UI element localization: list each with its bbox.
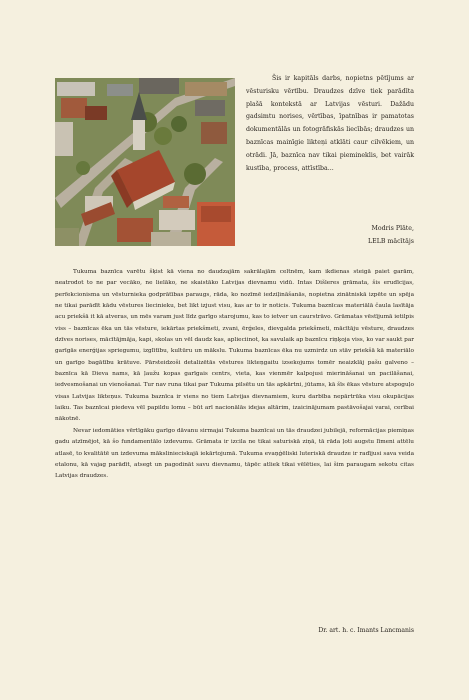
aerial-church-photo: [55, 78, 235, 246]
epigraph-author: [300, 223, 414, 248]
epigraph-author-title: LELB mācītājs: [368, 237, 414, 245]
author-signature: Dr. art. h. c. Imants Lancmanis: [318, 627, 414, 634]
epigraph-author-name: Modris Plāte,: [371, 225, 414, 232]
epigraph-quote: Šis ir kapitāls darbs, nopietns pētījums ar vēsturisku vērtību. Draudzes dzīve tiek parādīta plašā kontekstā ar Latvijas vēsturi. Dažādu gadsimtu norises, vērtības, īpatnības ir pamatotas dokumentālās un fotogrāfiskās liecībās; draudzes un baznīcas mainīgie likteņi atklāti caur cilvēkiem, un otrādi. Jā, baznīca nav tikai piemineklis, bet vairāk kustība, process, attīstība...: [246, 75, 414, 172]
body-paragraph: Nevar iedomāties vērtīgāku garīgo dāvanu sirmajai Tukuma baznīcai un tās draudzei jubilejā, reformācijas piemiņas gadu atzīmējot, kā šo fundamentālo izdevumu. Grāmata ir izcila ne tikai saturiskā ziņā, tā rāda ļoti augstu līmeni attēlu atlasē, to kvalitātē un izdevuma mākslinieciskajā iekārtojumā. Tukuma evaņģēliski luteriskā draudze ir radījusi sava veida etalonu, kā vajag parādīt, atsegt un pagodināt savu dievnamu, tāpēc atliek tikai vēlēties, lai šim paraugam sekotu citas Latvijas draudzes.: [55, 427, 414, 480]
aerial-photo-image: [55, 78, 235, 246]
body-text: [55, 267, 414, 483]
body-paragraph: Tukuma baznīca varētu šķist kā viena no daudzajām sakrālajām celtnēm, kam ikdienas steigā paiet garām, neatrodot to ne par vecāko, ne lielāko, ne skaistāko Latvijas dievnamu vidū. Intas Dišleres grāmata, šis erudīcijas, perfekcionisma un vēsturnieka godprātības paraugs, rāda, ko nozīmē iedziļināšanās, nopietna zinātniskā izpēte un spēja ne tikai parādīt kādu vēstures liecinieku, bet likt izjust visu, kas ar to ir noticis. Tukuma baznīcas materiālā čaula lasītāja acu priekšā it kā atveras, un mēs varam just līdz garīgo starojumu, kas to ietver un caurstrāvo. Grāmatas vēstījumā ietilpis viss – baznīcas ēka un tās vēsture, iekārtas priekšmeti, zvani, ērģeles, dievgalda priekšmeti, mācītāju vēsture, draudzes dzīves norises, mācītājmāja, kapi, skolas un vēl daudz kas, aplieciinot, ka savulaik ap baznīcu riņķoja viss, ko var saukt par garīgās enerģijas spriegumu, izglītību, kultūru un mākslu. Tukuma baznīcas ēka nu uzmirdz un stāv priekšā kā materiālo un garīgo bagātību krātuve. Pārsteidzoši detalizētās vēstures likteņgaitu izsekojums tomēr neaizklāj pašu galveno – baznīca kā Dieva nams, kā ļaužu kopas garīgais centrs, vieta, kas vienmēr kalpojusi mierināšanai un pacilāšanai, iedvesmošanai un vienošanai. Tur nav runa tikai par Tukuma pilsētu un tās apkārtni, jūtams, kā šīs ēkas vēsture atspoguļo visas Latvijas likteņus. Tukuma baznīca ir viens no tiem Latvijas dievnamiem, kuru darbība nepārtrūka visu okupācijas laiku. Tas baznīcai piedeva vēl papildu lomu – būt arī nacionālās idejas altārim, izaicinājumam pastāvošajai varai, cerībai nākotnē.: [55, 269, 415, 423]
